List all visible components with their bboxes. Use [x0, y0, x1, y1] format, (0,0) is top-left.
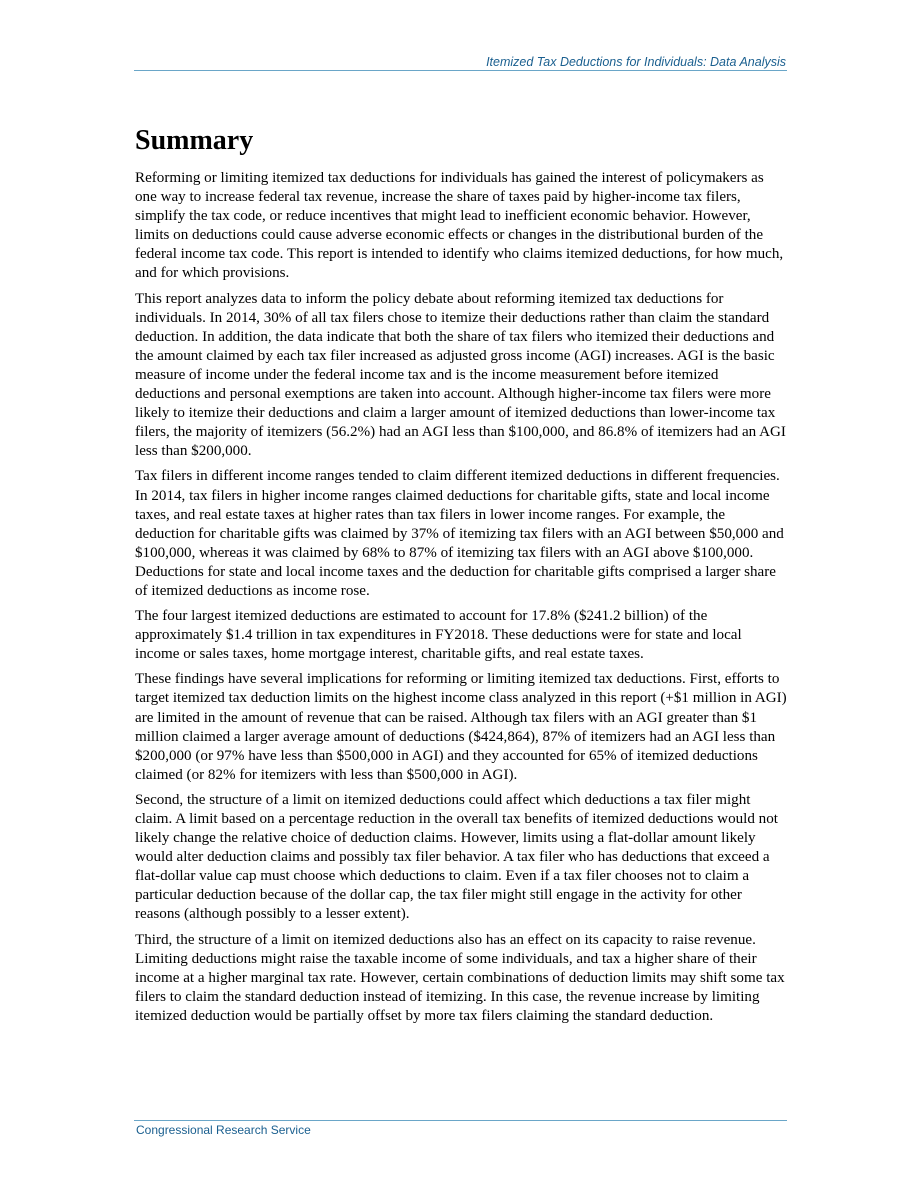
- summary-paragraph-4: The four largest itemized deductions are estimated to account for 17.8% ($241.2 billion) of the approximately $1.4 trillion in tax expenditures in FY2018. These deductions were for state and local income or sales taxes, home mortgage interest, charitable gifts, and real estate taxes.: [135, 608, 742, 663]
- header-divider: [134, 70, 787, 71]
- summary-body: [135, 169, 787, 1032]
- footer-divider: [134, 1120, 787, 1121]
- summary-paragraph-3: Tax filers in different income ranges tended to claim different itemized deductions in different frequencies. In 2014, tax filers in higher income ranges claimed deductions for charitable gifts, state and local income taxes, and real estate taxes at higher rates than tax filers in lower income ranges. For example, the deduction for charitable gifts was claimed by 37% of itemizing tax filers with an AGI between $50,000 and $100,000, whereas it was claimed by 68% to 87% of itemizing tax filers with an AGI above $100,000. Deductions for state and local income taxes and the deduction for charitable gifts comprised a larger share of itemized deductions as income rose.: [135, 468, 784, 599]
- page-title: Summary: [135, 125, 254, 156]
- footer-organization: Congressional Research Service: [136, 1123, 311, 1137]
- running-header: Itemized Tax Deductions for Individuals: Data Analysis: [486, 55, 786, 69]
- summary-paragraph-7: Third, the structure of a limit on itemized deductions also has an effect on its capacity to raise revenue. Limiting deductions might raise the taxable income of some individuals, and tax a higher share of their income at a higher marginal tax rate. However, certain combinations of deduction limits may shift some tax filers to claim the standard deduction instead of itemizing. In this case, the revenue increase by limiting itemized deduction would be partially offset by more tax filers claiming the standard deduction.: [135, 931, 785, 1024]
- summary-paragraph-6: Second, the structure of a limit on itemized deductions could affect which deductions a tax filer might claim. A limit based on a percentage reduction in the overall tax benefits of itemized deductions would not likely change the relative choice of deduction claims. However, limits using a flat-dollar amount likely would alter deduction claims and possibly tax filer behavior. A tax filer who has deductions that exceed a flat-dollar value cap must choose which deductions to claim. Even if a tax filer chooses not to claim a particular deduction because of the dollar cap, the tax filer might still engage in the activity for other reasons (although possibly to a lesser extent).: [135, 791, 778, 923]
- summary-paragraph-1: Reforming or limiting itemized tax deductions for individuals has gained the interest of policymakers as one way to increase federal tax revenue, increase the share of taxes paid by higher-income tax filers, simplify the tax code, or reduce incentives that might lead to inefficient economic behavior. However, limits on deductions could cause adverse economic effects or changes in the distributional burden of the federal income tax code. This report is intended to identify who claims itemized deductions, for how much, and for which provisions.: [135, 170, 784, 282]
- summary-paragraph-5: These findings have several implications for reforming or limiting itemized tax deductions. First, efforts to target itemized tax deduction limits on the highest income class analyzed in this report (+$1 million in AGI) are limited in the amount of revenue that can be raised. Although tax filers with an AGI greater than $1 million claimed a larger average amount of deductions ($424,864), 87% of itemizers had an AGI less than $200,000 (or 97% have less than $500,000 in AGI) and they accounted for 65% of itemized deductions claimed (or 82% for itemizers with less than $500,000 in AGI).: [135, 671, 787, 783]
- summary-paragraph-2: This report analyzes data to inform the policy debate about reforming itemized tax deductions for individuals. In 2014, 30% of all tax filers chose to itemize their deductions rather than claim the standard deduction. In addition, the data indicate that both the share of tax filers who itemized their deductions and the amount claimed by each tax filer increased as adjusted gross income (AGI) increases. AGI is the basic measure of income under the federal income tax and is the income measurement before itemized deductions and personal exemptions are taken into account. Although higher-income tax filers were more likely to itemize their deductions and claim a larger amount of itemized deductions than lower-income tax filers, the majority of itemizers (56.2%) had an AGI less than $100,000, and 86.8% of itemizers had an AGI less than $200,000.: [135, 290, 786, 460]
